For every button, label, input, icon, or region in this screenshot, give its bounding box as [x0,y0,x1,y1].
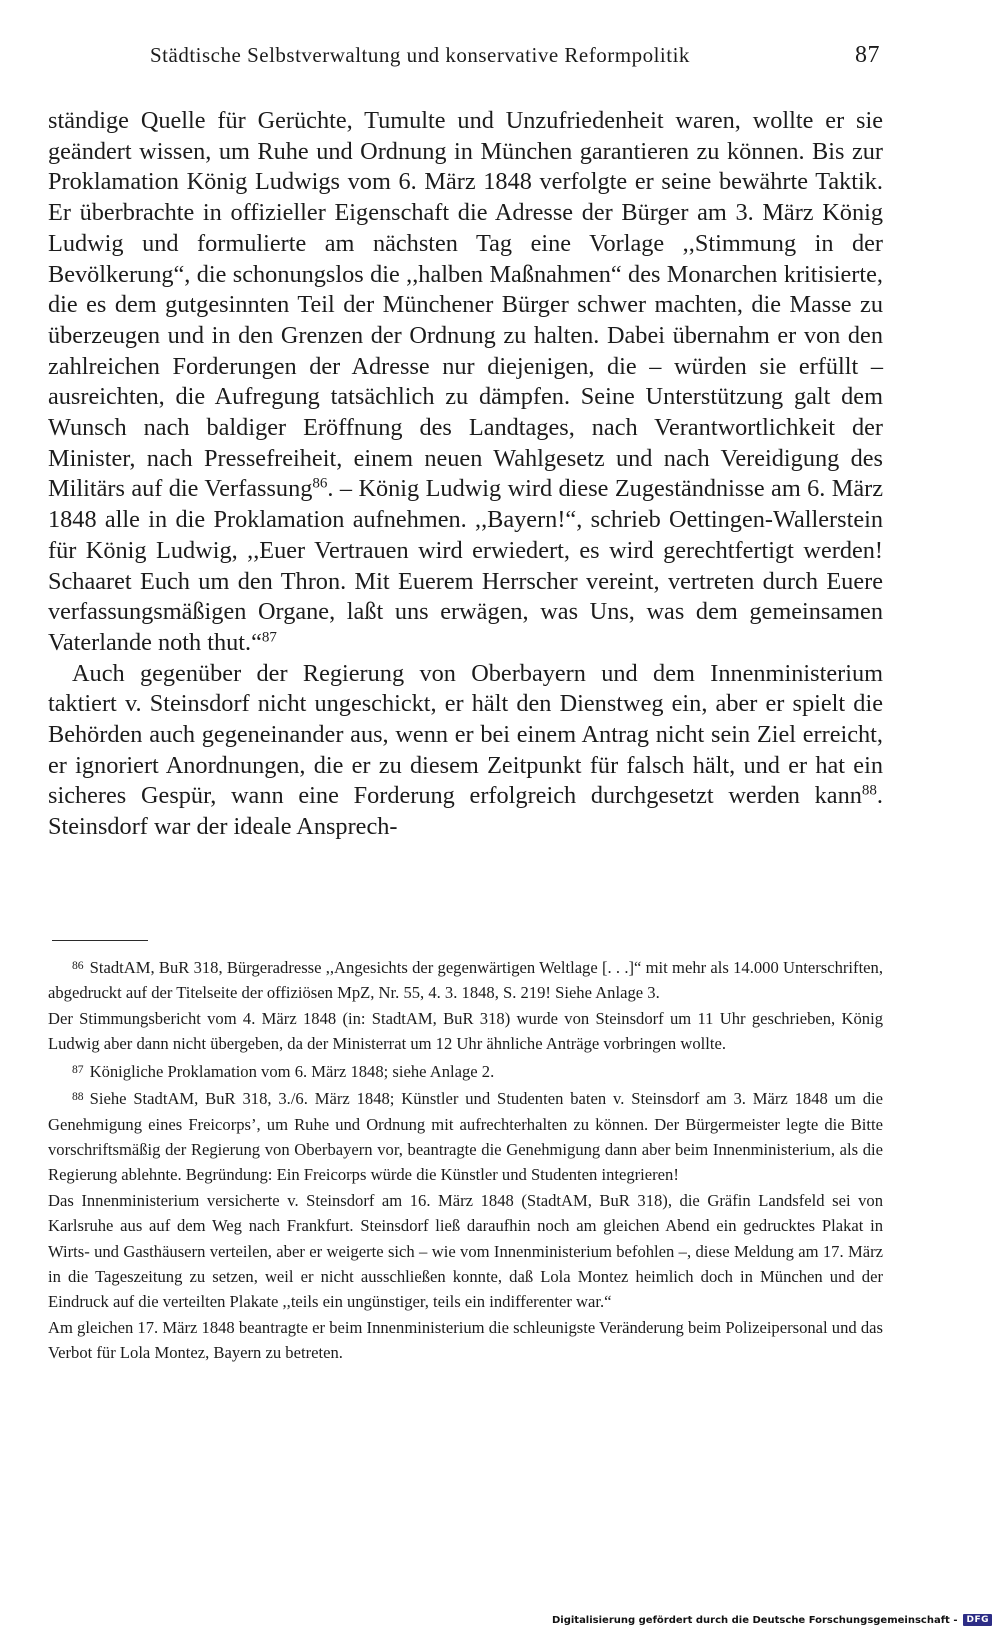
paragraph-1 [48,106,883,659]
running-title: Städtische Selbstverwaltung und konservative Reformpolitik [150,43,690,67]
footnote-86-continuation: Der Stimmungsbericht vom 4. März 1848 (in: StadtAM, BuR 318) wurde von Steinsdorf um 11 Uhr geschrieben, König Ludwig aber dann nicht übergeben, da der Ministerrat um 12 Uhr ähnliche Anträge vorbringen wollte. [48,1008,883,1054]
dfg-logo: DFG [963,1614,992,1626]
footnote-88-continuation-1: Das Innenministerium versicherte v. Steinsdorf am 16. März 1848 (StadtAM, BuR 318), die Gräfin Landsfeld sei von Karlsruhe aus auf dem Weg nach Frankfurt. Steinsdorf ließ daraufhin noch am gleichen Abend ein gedrucktes Plakat in Wirts- und Gasthäusern verteilen, aber er weigerte sich – wie vom Innenministerium befohlen –, diese Meldung am 17. März in die Tageszeitung zu setzen, weil er nicht ausschließen konnte, daß Lola Montez heimlich doch in München und der Eindruck auf die verteilten Plakate ,,teils ein ungünstiger, teils ein indifferenter war.“ [48,1190,883,1312]
paragraph-1-text-a: ständige Quelle für Gerüchte, Tumulte und Unzufriedenheit waren, wollte er sie geändert wissen, um Ruhe und Ordnung in München garantieren zu können. Bis zur Proklamation König Ludwigs vom 6. März 1848 verfolgte er seine bewährte Taktik. Er überbrachte in offizieller Eigenschaft die Adresse der Bürger am 3. März König Ludwig und formulierte am nächsten Tag eine Vorlage ,,Stimmung in der Bevölkerung“, die schonungslos die ,,halben Maßnahmen“ des Monarchen kritisierte, die es dem gutgesinnten Teil der Münchener Bürger schwer machten, die Masse zu überzeugen und in den Grenzen der Ordnung zu halten. Dabei übernahm er von den zahlreichen Forderungen der Adresse nur diejenigen, die – würden sie erfüllt – ausreichten, die Aufregung tatsächlich zu dämpfen. Seine Unterstützung galt dem Wunsch nach baldiger Eröffnung des Landtages, nach Verantwortlichkeit der Minister, nach Pressefreiheit, einem neuen Wahlgesetz und nach Vereidigung des Militärs auf die Verfassung [48,107,883,503]
footnote-divider [52,940,148,941]
footnotes [48,953,883,1366]
paragraph-2-text-a: Auch gegenüber der Regierung von Oberbayern und dem Innenministerium taktiert v. Steinsdorf nicht ungeschickt, er hält den Dienstweg ein, aber er spielt die Behörden auch gegeneinander aus, wenn er bei einem Antrag nicht sein Ziel erreicht, er ignoriert Anordnungen, die er zu diesem Zeitpunkt für falsch hält, und er hat ein sicheres Gespür, wann eine Forderung erfolgreich durchgesetzt werden kann [48,659,883,810]
digitization-credit [552,1614,992,1626]
paragraph-2-text-b: . Steinsdorf war der ideale Ansprech- [48,782,883,841]
footnote-number: 86 [72,959,84,972]
footnote-86 [48,953,883,1006]
page-number: 87 [855,42,880,68]
footnote-ref-86: 86 [312,476,328,493]
footnote-text: Siehe StadtAM, BuR 318, 3./6. März 1848; Künstler und Studenten baten v. Steinsdorf am 3. März 1848 um die Genehmigung eines Freicorps’, um Ruhe und Ordnung mit aufrechterhalten zu können. Der Bürgermeister legte die Bitte vorschriftsmäßig der Regierung von Oberbayern vor, beantragte die Genehmigung dann aber beim Innenministerium, als die Regierung ablehnte. Begründung: Ein Freicorps würde die Künstler und Studenten integrieren! [48,1089,883,1185]
paragraph-1-text-b: . – König Ludwig wird diese Zugeständnisse am 6. März 1848 alle in die Proklamation aufnehmen. ,,Bayern!“, schrieb Oettingen-Wallerstein für König Ludwig, ,,Euer Vertrauen wird erwiedert, es wird gerechtfertigt werden! Schaaret Euch um den Thron. Mit Euerem Herrscher vereint, vertreten durch Euere verfassungsmäßigen Organe, laßt uns erwägen, was Uns, was dem gemeinsamen Vaterlande noth thut.“ [48,475,883,656]
footnote-text: Königliche Proklamation vom 6. März 1848; siehe Anlage 2. [89,1061,495,1081]
body-text [48,106,883,843]
footnote-ref-88: 88 [861,783,877,800]
footnote-88 [48,1084,883,1188]
footnote-88-continuation-2: Am gleichen 17. März 1848 beantragte er beim Innenministerium die schleunigste Veränderung beim Polizeipersonal und das Verbot für Lola Montez, Bayern zu betreten. [48,1317,883,1363]
paragraph-2 [48,659,883,843]
footnote-text: StadtAM, BuR 318, Bürgeradresse ,,Angesichts der gegenwärtigen Weltlage [. . .]“ mit mehr als 14.000 Unterschriften, abgedruckt auf der Titelseite der offiziösen MpZ, Nr. 55, 4. 3. 1848, S. 219! Siehe Anlage 3. [48,958,883,1003]
footnote-ref-87: 87 [261,629,277,646]
footnote-87 [48,1057,883,1084]
footnote-number: 87 [72,1062,84,1076]
running-head [150,42,880,69]
credit-text: Digitalisierung gefördert durch die Deutsche Forschungsgemeinschaft - [551,1614,958,1626]
footnote-number: 88 [72,1090,84,1104]
